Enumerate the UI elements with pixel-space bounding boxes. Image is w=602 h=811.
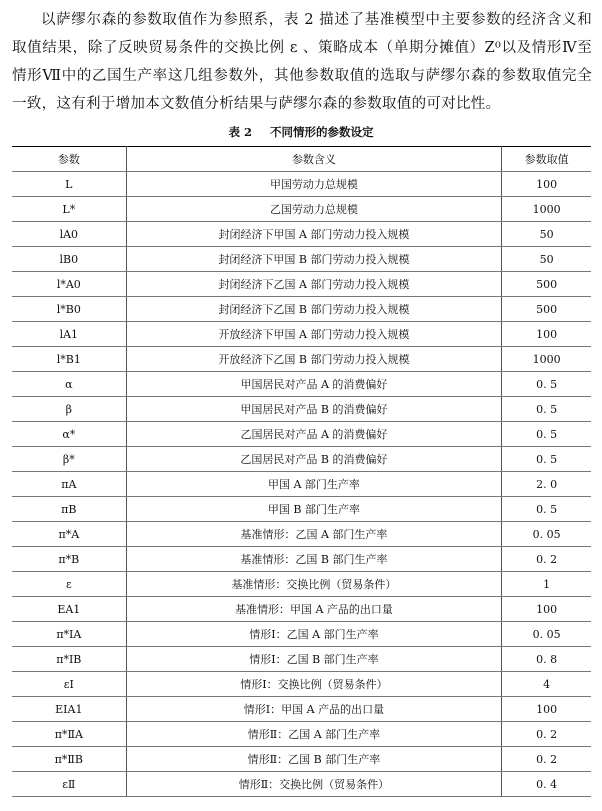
table-row <box>12 772 591 797</box>
table-row <box>12 297 591 322</box>
param-value: 2. 0 <box>502 472 591 497</box>
param-value: 4 <box>502 672 591 697</box>
param-value: 100 <box>502 697 591 722</box>
param-meaning: 情形Ⅰ：乙国 A 部门生产率 <box>126 622 502 647</box>
param-symbol: l*B0 <box>12 297 126 322</box>
param-value: 0. 4 <box>502 772 591 797</box>
param-symbol: lA1 <box>12 322 126 347</box>
param-meaning: 基准情形：乙国 A 部门生产率 <box>126 522 502 547</box>
param-meaning: 情形Ⅱ：乙国 B 部门生产率 <box>126 747 502 772</box>
param-value: 0. 5 <box>502 497 591 522</box>
param-symbol: εⅡ <box>12 772 126 797</box>
param-symbol: lA0 <box>12 222 126 247</box>
param-value: 50 <box>502 222 591 247</box>
table-title: 不同情形的参数设定 <box>270 125 374 139</box>
param-value: 100 <box>502 172 591 197</box>
param-symbol: L* <box>12 197 126 222</box>
param-value: 0. 05 <box>502 522 591 547</box>
param-value: 0. 2 <box>502 747 591 772</box>
param-value: 0. 2 <box>502 547 591 572</box>
param-symbol: π*ⅡB <box>12 747 126 772</box>
table-row <box>12 472 591 497</box>
table-number: 表 2 <box>228 125 252 139</box>
table-row <box>12 347 591 372</box>
param-symbol: α <box>12 372 126 397</box>
table-row <box>12 672 591 697</box>
param-symbol: EA1 <box>12 597 126 622</box>
table-row <box>12 272 591 297</box>
param-meaning: 基准情形：乙国 B 部门生产率 <box>126 547 502 572</box>
header-value: 参数取值 <box>502 147 591 172</box>
param-meaning: 乙国居民对产品 A 的消费偏好 <box>126 422 502 447</box>
param-symbol: l*A0 <box>12 272 126 297</box>
param-meaning: 开放经济下甲国 A 部门劳动力投入规模 <box>126 322 502 347</box>
table-row <box>12 597 591 622</box>
param-symbol: L <box>12 172 126 197</box>
param-meaning: 甲国居民对产品 A 的消费偏好 <box>126 372 502 397</box>
param-value: 0. 05 <box>502 622 591 647</box>
param-symbol: πB <box>12 497 126 522</box>
param-value: 100 <box>502 322 591 347</box>
param-value: 0. 5 <box>502 447 591 472</box>
param-value: 0. 5 <box>502 372 591 397</box>
param-meaning: 乙国居民对产品 B 的消费偏好 <box>126 447 502 472</box>
table-row <box>12 172 591 197</box>
param-symbol: π*A <box>12 522 126 547</box>
param-symbol: lB0 <box>12 247 126 272</box>
table-row <box>12 547 591 572</box>
param-meaning: 封闭经济下甲国 B 部门劳动力投入规模 <box>126 247 502 272</box>
param-symbol: π*ⅠA <box>12 622 126 647</box>
param-value: 0. 2 <box>502 722 591 747</box>
header-symbol: 参数 <box>12 147 126 172</box>
parameter-table <box>12 146 591 797</box>
param-meaning: 情形Ⅰ：乙国 B 部门生产率 <box>126 647 502 672</box>
param-value: 0. 5 <box>502 422 591 447</box>
param-symbol: β <box>12 397 126 422</box>
param-value: 0. 5 <box>502 397 591 422</box>
param-value: 0. 8 <box>502 647 591 672</box>
param-meaning: 甲国 B 部门生产率 <box>126 497 502 522</box>
table-row <box>12 747 591 772</box>
param-symbol: l*B1 <box>12 347 126 372</box>
param-value: 1000 <box>502 197 591 222</box>
param-value: 50 <box>502 247 591 272</box>
param-symbol: πA <box>12 472 126 497</box>
param-meaning: 封闭经济下乙国 B 部门劳动力投入规模 <box>126 297 502 322</box>
param-symbol: β* <box>12 447 126 472</box>
intro-paragraph: 以萨缪尔森的参数取值作为参照系，表 2 描述了基准模型中主要参数的经济含义和取值结果，除了反映贸易条件的交换比例 ε 、策略成本（单期分摊值）Z⁰以及情形Ⅳ至情形Ⅶ中的乙国生产率这几组参数外，其他参数取值的选取与萨缪尔森的参数取值完全一致，这有利于增加本文数值分析结果与萨缪尔森的参数取值的可对比性。 <box>12 12 592 112</box>
table-row <box>12 197 591 222</box>
table-row <box>12 222 591 247</box>
param-meaning: 甲国 A 部门生产率 <box>126 472 502 497</box>
param-meaning: 情形Ⅰ：交换比例（贸易条件） <box>126 672 502 697</box>
table-row <box>12 697 591 722</box>
table-row <box>12 497 591 522</box>
param-meaning: 封闭经济下乙国 A 部门劳动力投入规模 <box>126 272 502 297</box>
param-value: 500 <box>502 272 591 297</box>
param-meaning: 甲国居民对产品 B 的消费偏好 <box>126 397 502 422</box>
param-symbol: π*ⅡA <box>12 722 126 747</box>
table-row <box>12 522 591 547</box>
param-meaning: 情形Ⅱ：乙国 A 部门生产率 <box>126 722 502 747</box>
table-row <box>12 722 591 747</box>
table-caption <box>0 124 602 140</box>
table-row <box>12 447 591 472</box>
table-row <box>12 397 591 422</box>
table-row <box>12 372 591 397</box>
table-row <box>12 647 591 672</box>
param-value: 1000 <box>502 347 591 372</box>
param-meaning: 情形Ⅰ：甲国 A 产品的出口量 <box>126 697 502 722</box>
header-meaning: 参数含义 <box>126 147 502 172</box>
table-header-row <box>12 147 591 172</box>
table-row <box>12 422 591 447</box>
param-symbol: α* <box>12 422 126 447</box>
param-meaning: 乙国劳动力总规模 <box>126 197 502 222</box>
param-meaning: 情形Ⅱ：交换比例（贸易条件） <box>126 772 502 797</box>
param-symbol: π*B <box>12 547 126 572</box>
param-value: 1 <box>502 572 591 597</box>
param-symbol: π*ⅠB <box>12 647 126 672</box>
table-row <box>12 572 591 597</box>
param-symbol: ε <box>12 572 126 597</box>
table-row <box>12 622 591 647</box>
param-symbol: εⅠ <box>12 672 126 697</box>
table-row <box>12 247 591 272</box>
param-meaning: 基准情形：交换比例（贸易条件） <box>126 572 502 597</box>
param-meaning: 开放经济下乙国 B 部门劳动力投入规模 <box>126 347 502 372</box>
param-meaning: 封闭经济下甲国 A 部门劳动力投入规模 <box>126 222 502 247</box>
param-meaning: 甲国劳动力总规模 <box>126 172 502 197</box>
param-value: 500 <box>502 297 591 322</box>
param-symbol: EⅠA1 <box>12 697 126 722</box>
param-value: 100 <box>502 597 591 622</box>
param-meaning: 基准情形：甲国 A 产品的出口量 <box>126 597 502 622</box>
table-row <box>12 322 591 347</box>
